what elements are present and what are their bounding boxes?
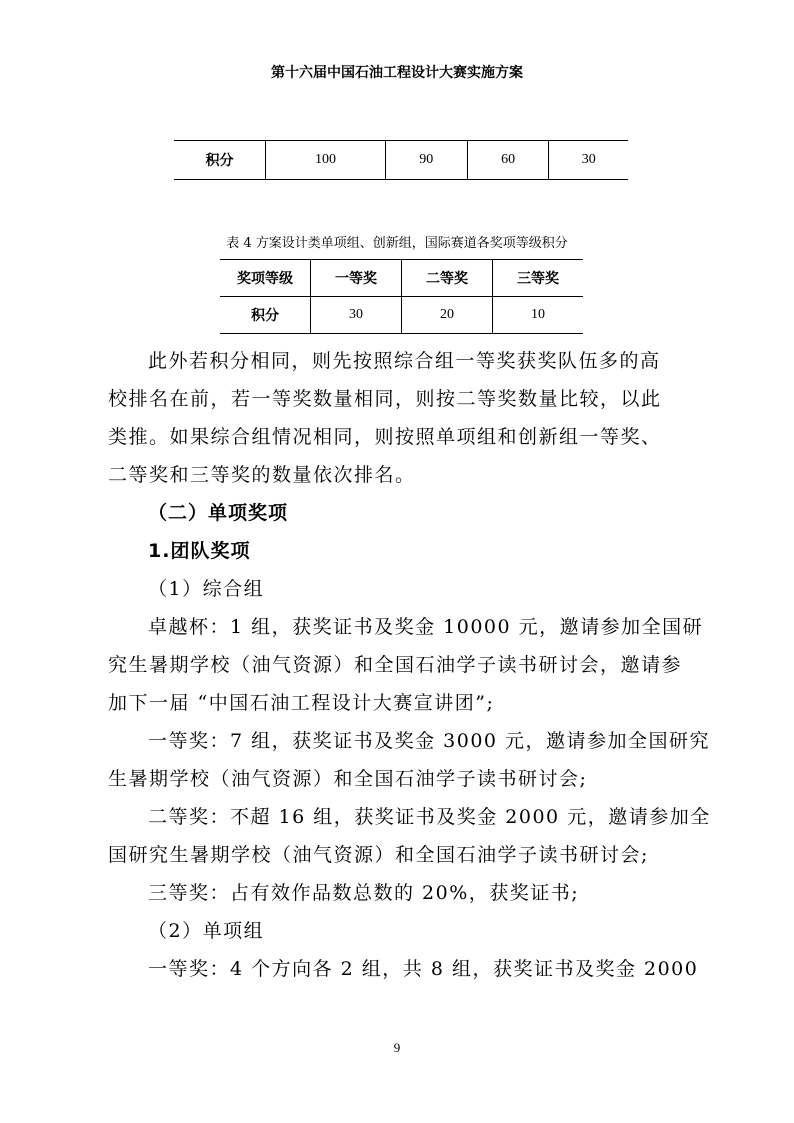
group-heading: （1）综合组 [148, 578, 265, 600]
column-header: 奖项等级 [237, 271, 293, 287]
table-row [220, 297, 583, 334]
table-cell: 30 [311, 297, 402, 334]
page-header: 第十六届中国石油工程设计大赛实施方案 [271, 65, 523, 81]
paragraph-line: 加下一届 “中国石油工程设计大赛宣讲团”; [108, 692, 495, 714]
page-number: 9 [393, 1040, 401, 1055]
subsection-heading: 1.团队奖项 [148, 540, 251, 562]
paragraph-line: 二等奖：不超 16 组，获奖证书及奖金 2000 元，邀请参加全 [148, 806, 711, 828]
column-header: 二等奖 [402, 260, 493, 297]
table-cell: 20 [402, 297, 493, 334]
paragraph-line: 一等奖：7 组，获奖证书及奖金 3000 元，邀请参加全国研究 [148, 730, 711, 752]
paragraph-line: 卓越杯：1 组，获奖证书及奖金 10000 元，邀请参加全国研 [148, 616, 704, 638]
paragraph-line: 校排名在前，若一等奖数量相同，则按二等奖数量比较，以此 [108, 388, 662, 410]
paragraph-line: 一等奖：4 个方向各 2 组，共 8 组，获奖证书及奖金 2000 [148, 958, 699, 980]
paragraph-line: 生暑期学校（油气资源）和全国石油学子读书研讨会; [108, 768, 588, 790]
score-table-4 [220, 259, 583, 334]
table-cell: 60 [467, 141, 549, 180]
paragraph-line: 国研究生暑期学校（油气资源）和全国石油学子读书研讨会; [108, 844, 649, 866]
section-heading: （二）单项奖项 [148, 502, 289, 524]
paragraph-line: 二等奖和三等奖的数量依次排名。 [108, 464, 416, 486]
table-cell: 90 [385, 141, 467, 180]
paragraph-line: 类推。如果综合组情况相同，则按照单项组和创新组一等奖、 [108, 426, 662, 448]
table-row [174, 141, 628, 180]
table-cell: 30 [549, 141, 628, 180]
table-cell: 100 [266, 141, 386, 180]
body-text [108, 342, 711, 988]
group-heading: （2）单项组 [148, 920, 265, 942]
row-label: 积分 [205, 153, 234, 169]
table-caption: 表 4 方案设计类单项组、创新组，国际赛道各奖项等级积分 [226, 236, 568, 251]
paragraph-line: 究生暑期学校（油气资源）和全国石油学子读书研讨会，邀请参 [108, 654, 683, 676]
table-header-row [220, 260, 583, 297]
score-table-3 [174, 140, 628, 180]
column-header: 三等奖 [493, 260, 584, 297]
paragraph-line: 三等奖：占有效作品数总数的 20%，获奖证书; [148, 882, 580, 904]
paragraph-line: 此外若积分相同，则先按照综合组一等奖获奖队伍多的高 [148, 350, 661, 372]
table-cell: 10 [493, 297, 584, 334]
row-label: 积分 [220, 297, 311, 334]
column-header: 一等奖 [311, 260, 402, 297]
